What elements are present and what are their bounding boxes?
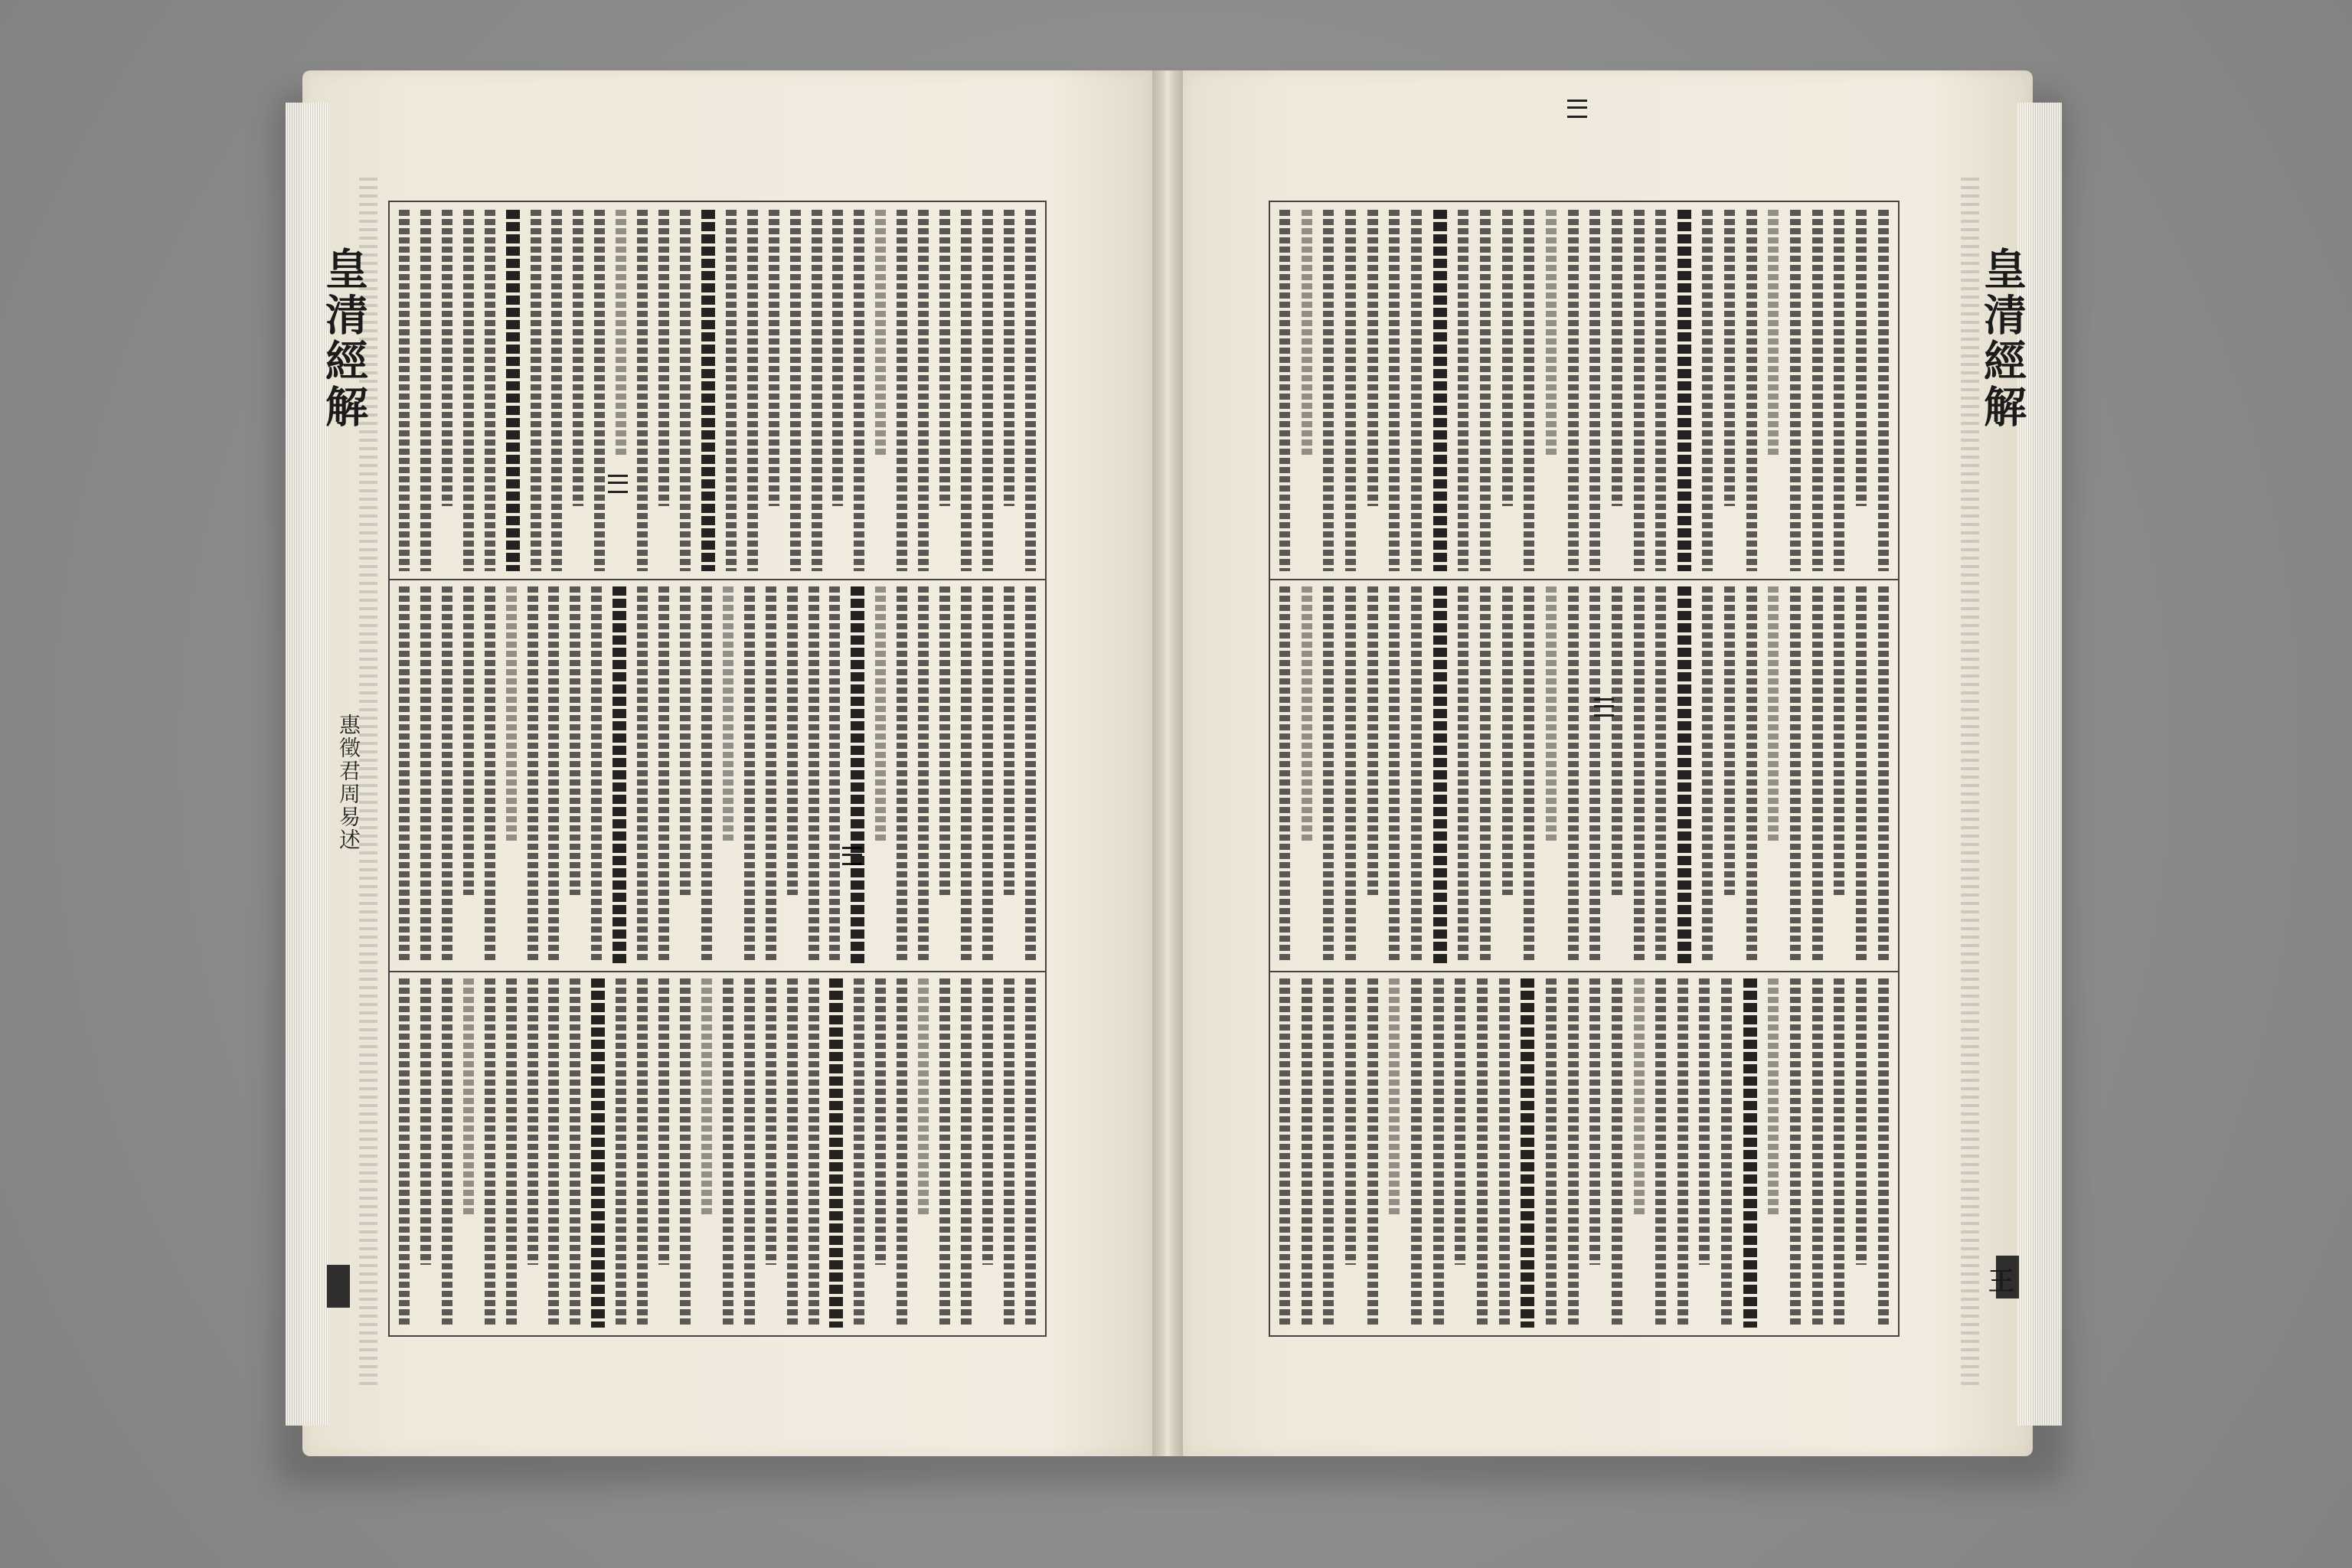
text-column	[1634, 978, 1645, 1216]
text-column	[506, 586, 517, 843]
text-column	[1458, 210, 1468, 571]
text-column	[1502, 210, 1513, 506]
text-column	[1568, 210, 1579, 571]
left-section-1	[390, 202, 1045, 580]
text-column	[463, 210, 474, 571]
text-column	[680, 586, 691, 895]
right-columns-3	[1279, 978, 1889, 1328]
text-column	[548, 978, 559, 1328]
text-column	[787, 978, 798, 1328]
text-column	[1856, 210, 1867, 506]
text-column	[1025, 210, 1036, 571]
text-column	[939, 978, 950, 1328]
right-columns-1	[1279, 210, 1889, 571]
text-column	[723, 586, 733, 843]
text-column	[594, 210, 605, 571]
text-column	[1323, 210, 1334, 571]
left-columns-3	[399, 978, 1036, 1328]
heading-column	[829, 978, 843, 1328]
right-hexagram-1	[1567, 100, 1587, 118]
text-column	[1411, 586, 1422, 963]
text-column	[637, 586, 648, 963]
left-columns-1	[399, 210, 1036, 571]
right-page	[1183, 70, 2033, 1456]
text-column	[591, 586, 602, 963]
text-column	[399, 586, 410, 963]
left-text-frame	[388, 201, 1047, 1337]
heading-column	[1521, 978, 1534, 1328]
text-column	[399, 978, 410, 1328]
text-column	[701, 978, 712, 1216]
text-column	[897, 586, 907, 963]
text-column	[897, 978, 907, 1328]
text-column	[506, 978, 517, 1328]
text-column	[1768, 586, 1779, 843]
heading-column	[506, 210, 520, 571]
text-column	[1279, 978, 1290, 1328]
text-column	[570, 978, 580, 1328]
text-column	[744, 978, 755, 1328]
text-column	[420, 210, 431, 571]
left-stamp-mark	[327, 1265, 350, 1308]
text-column	[961, 210, 972, 571]
right-section-2	[1270, 579, 1898, 972]
text-column	[442, 978, 452, 1328]
text-column	[1345, 210, 1356, 571]
text-column	[1612, 978, 1622, 1328]
text-column	[1812, 586, 1823, 963]
text-column	[961, 978, 972, 1328]
text-column	[485, 586, 495, 963]
right-side-title: 皇清經解	[1977, 247, 2027, 430]
text-column	[1746, 586, 1757, 963]
text-column	[875, 210, 886, 456]
text-column	[1524, 210, 1534, 571]
text-column	[1589, 210, 1600, 571]
text-column	[918, 210, 929, 571]
right-section-3	[1270, 971, 1898, 1335]
right-page-number: 王	[1988, 1266, 2014, 1297]
text-column	[1025, 586, 1036, 963]
text-column	[1455, 978, 1465, 1265]
text-column	[1724, 210, 1735, 506]
text-column	[1568, 586, 1579, 963]
text-column	[548, 586, 559, 963]
text-column	[918, 586, 929, 963]
text-column	[918, 978, 929, 1216]
text-column	[1279, 210, 1290, 571]
text-column	[875, 586, 886, 843]
text-column	[1702, 210, 1713, 571]
text-column	[1546, 210, 1557, 456]
left-side-title: 皇清經解	[318, 247, 369, 430]
text-column	[723, 978, 733, 1328]
text-column	[420, 978, 431, 1265]
text-column	[442, 586, 452, 963]
text-column	[961, 586, 972, 963]
text-column	[637, 978, 648, 1328]
text-column	[1878, 978, 1889, 1328]
text-column	[1345, 978, 1356, 1265]
text-column	[1790, 210, 1801, 571]
text-column	[485, 210, 495, 571]
text-column	[854, 978, 864, 1328]
text-column	[939, 586, 950, 895]
heading-column	[1433, 586, 1447, 963]
text-column	[939, 210, 950, 506]
left-page	[302, 70, 1152, 1456]
right-columns-2	[1279, 586, 1889, 963]
text-column	[528, 586, 538, 963]
text-column	[680, 210, 691, 571]
text-column	[1768, 210, 1779, 456]
text-column	[1834, 210, 1844, 571]
text-column	[551, 210, 562, 571]
text-column	[1499, 978, 1510, 1328]
text-column	[658, 586, 669, 963]
text-column	[766, 978, 776, 1265]
text-column	[1634, 586, 1645, 963]
text-column	[1834, 586, 1844, 895]
text-column	[420, 586, 431, 963]
text-column	[531, 210, 541, 571]
text-column	[1389, 210, 1400, 571]
text-column	[1790, 586, 1801, 963]
text-column	[1279, 586, 1290, 963]
heading-column	[1677, 586, 1691, 963]
heading-column	[591, 978, 605, 1328]
text-column	[1699, 978, 1710, 1265]
text-column	[787, 586, 798, 895]
text-column	[1480, 586, 1491, 963]
text-column	[808, 586, 819, 963]
heading-column	[1743, 978, 1757, 1328]
open-book	[302, 70, 2063, 1456]
text-column	[658, 210, 669, 506]
text-column	[1323, 586, 1334, 963]
text-column	[463, 978, 474, 1216]
text-column	[528, 978, 538, 1265]
text-column	[1702, 586, 1713, 963]
text-column	[744, 586, 755, 963]
text-column	[747, 210, 758, 571]
text-column	[1856, 586, 1867, 963]
text-column	[1834, 978, 1844, 1328]
text-column	[1302, 586, 1312, 843]
text-column	[1790, 978, 1801, 1328]
text-column	[1345, 586, 1356, 963]
text-column	[442, 210, 452, 506]
text-column	[1634, 210, 1645, 571]
book-gutter	[1152, 70, 1183, 1456]
text-column	[701, 586, 712, 963]
right-section-1	[1270, 202, 1898, 580]
text-column	[808, 978, 819, 1328]
text-column	[982, 210, 993, 571]
right-text-frame	[1269, 201, 1900, 1337]
text-column	[1004, 586, 1014, 895]
text-column	[1477, 978, 1488, 1328]
text-column	[399, 210, 410, 571]
text-column	[1367, 586, 1378, 895]
text-column	[1612, 586, 1622, 895]
text-column	[1746, 210, 1757, 571]
text-column	[812, 210, 822, 571]
text-column	[1768, 978, 1779, 1216]
text-column	[769, 210, 779, 506]
text-column	[1812, 210, 1823, 571]
text-column	[1524, 586, 1534, 963]
text-column	[1655, 210, 1666, 571]
text-column	[790, 210, 801, 571]
text-column	[1655, 586, 1666, 963]
text-column	[982, 586, 993, 963]
heading-column	[1433, 210, 1447, 571]
text-column	[680, 978, 691, 1328]
text-column	[1004, 210, 1014, 506]
left-columns-2	[399, 586, 1036, 963]
text-column	[1589, 978, 1600, 1265]
text-column	[1367, 210, 1378, 506]
text-column	[832, 210, 843, 506]
text-column	[573, 210, 583, 506]
text-column	[766, 586, 776, 963]
text-column	[982, 978, 993, 1265]
text-column	[875, 978, 886, 1265]
text-column	[1389, 586, 1400, 963]
text-column	[570, 586, 580, 895]
text-column	[1367, 978, 1378, 1328]
text-column	[1004, 978, 1014, 1328]
left-section-3	[390, 971, 1045, 1335]
text-column	[1546, 978, 1557, 1328]
text-column	[1302, 978, 1312, 1328]
text-column	[726, 210, 737, 571]
text-column	[658, 978, 669, 1265]
text-column	[897, 210, 907, 571]
text-column	[854, 210, 864, 571]
text-column	[1458, 586, 1468, 963]
text-column	[1878, 210, 1889, 571]
text-column	[1677, 978, 1688, 1328]
text-column	[1389, 978, 1400, 1216]
text-column	[1878, 586, 1889, 963]
heading-column	[1677, 210, 1691, 571]
text-column	[1724, 586, 1735, 895]
text-column	[1411, 210, 1422, 571]
text-column	[1025, 978, 1036, 1328]
text-column	[485, 978, 495, 1328]
text-column	[1546, 586, 1557, 843]
text-column	[463, 586, 474, 895]
text-column	[1856, 978, 1867, 1265]
text-column	[637, 210, 648, 571]
text-column	[616, 210, 626, 456]
text-column	[1323, 978, 1334, 1328]
text-column	[1812, 978, 1823, 1328]
text-column	[1411, 978, 1422, 1328]
text-column	[616, 978, 626, 1328]
text-column	[1302, 210, 1312, 456]
text-column	[1589, 586, 1600, 963]
text-column	[1433, 978, 1444, 1328]
text-column	[829, 586, 840, 963]
heading-column	[612, 586, 626, 963]
left-side-subtitle: 惠徵君周易述	[336, 714, 361, 851]
text-column	[1502, 586, 1513, 895]
text-column	[1568, 978, 1579, 1328]
text-column	[1721, 978, 1732, 1328]
left-section-2	[390, 579, 1045, 972]
heading-column	[851, 586, 864, 963]
text-column	[1480, 210, 1491, 571]
text-column	[1655, 978, 1666, 1328]
heading-column	[701, 210, 715, 571]
text-column	[1612, 210, 1622, 506]
